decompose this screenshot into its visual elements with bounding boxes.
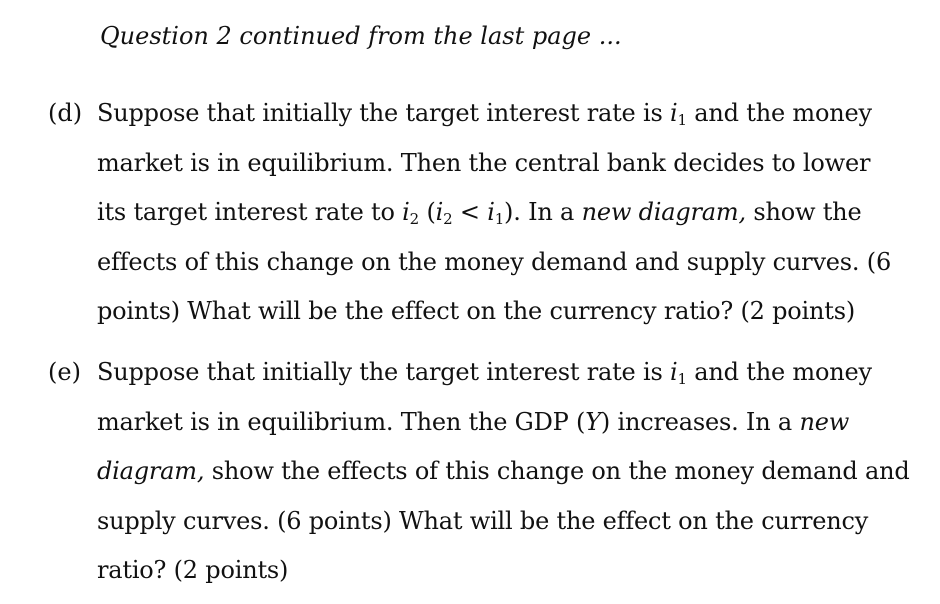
part-d-line-4: effects of this change on the money demand and supply curves. (6 xyxy=(97,248,892,276)
part-d-line-3: its target interest rate to $i_2$ $(i_2 < i_1)$. In a new diagram, show the xyxy=(97,198,862,228)
part-e-line-4: supply curves. (6 points) What will be the effect on the currency xyxy=(97,507,869,535)
part-d-line-5: points) What will be the effect on the currency ratio? (2 points) xyxy=(97,297,856,325)
part-e-line-1: Suppose that initially the target interest rate is $i_1$ and the money xyxy=(97,358,872,388)
part-e-label: (e) xyxy=(48,358,81,386)
part-e-line-3: diagram, show the effects of this change on the money demand and xyxy=(97,457,910,485)
part-d-line-1: Suppose that initially the target interest rate is $i_1$ and the money xyxy=(97,99,872,129)
part-d-label: (d) xyxy=(48,99,83,127)
part-e-line-5: ratio? (2 points) xyxy=(97,556,289,584)
part-e-line-2: market is in equilibrium. Then the GDP (Y) increases. In a new xyxy=(97,408,850,436)
part-d-line-2: market is in equilibrium. Then the central bank decides to lower xyxy=(97,149,871,177)
continuation-header: Question 2 continued from the last page ... xyxy=(100,22,622,50)
